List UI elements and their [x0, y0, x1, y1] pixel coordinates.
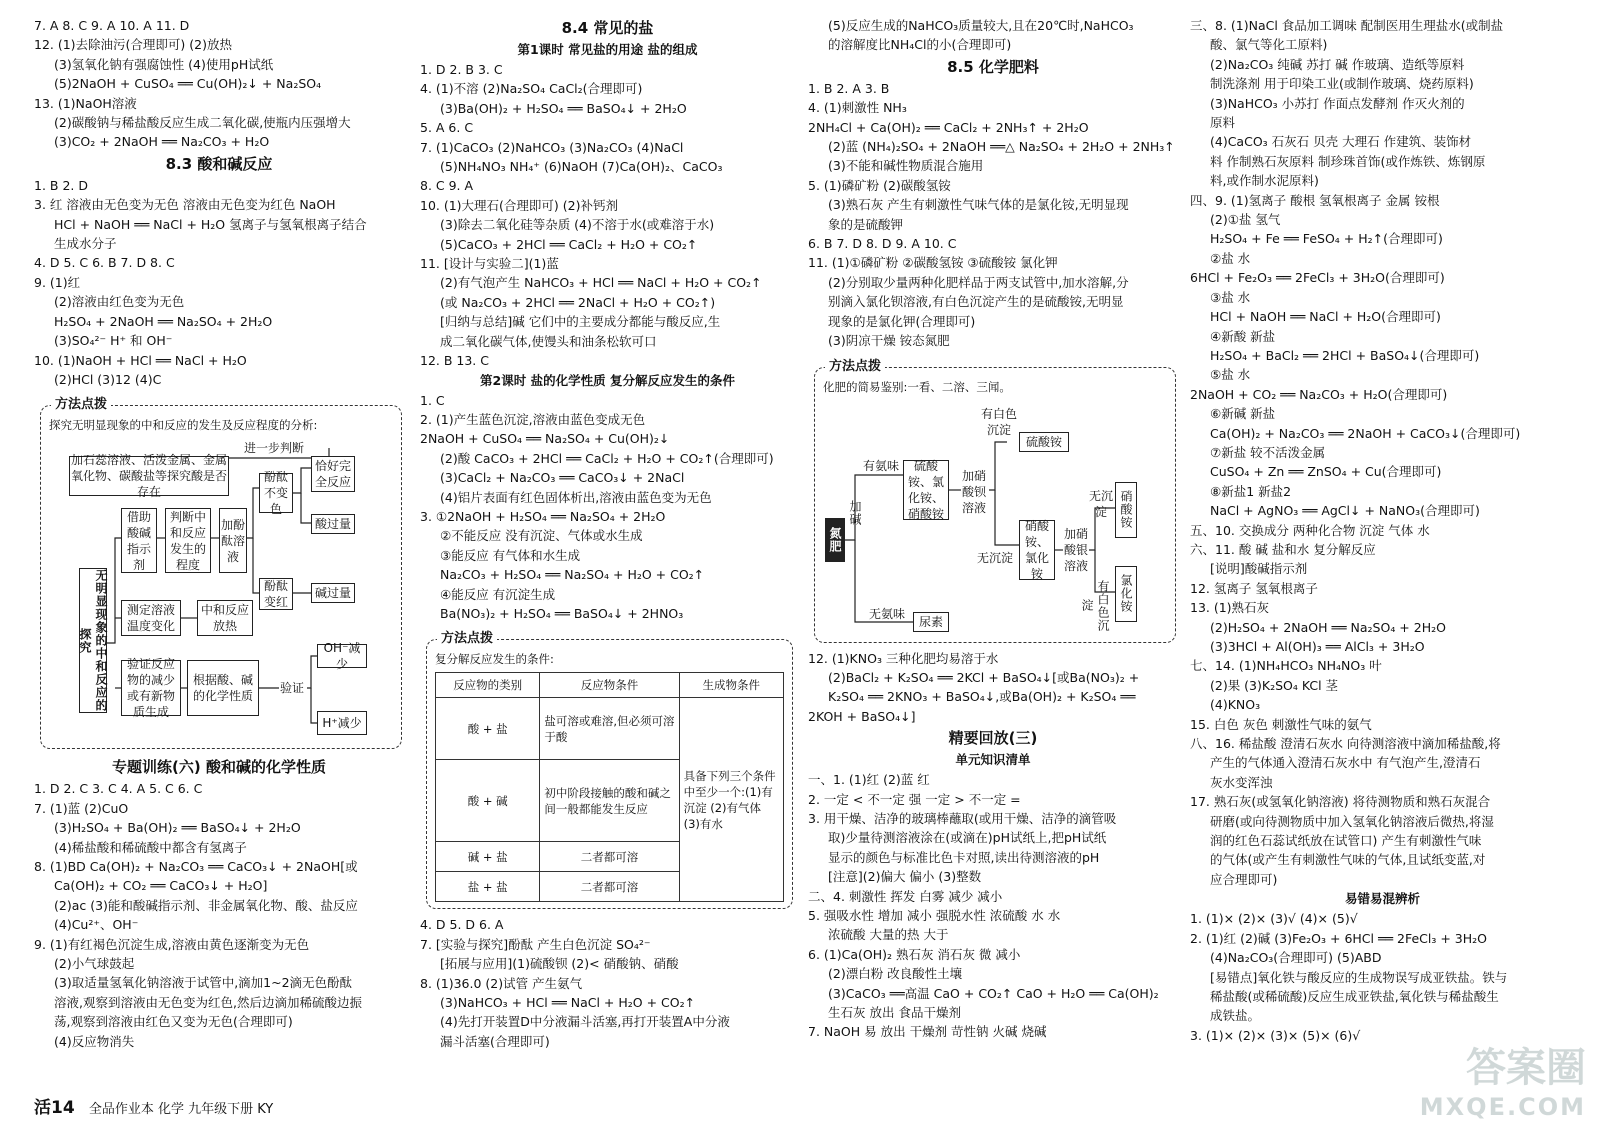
answer-line: (4)稀盐酸和稀硫酸中都含有氢离子	[54, 839, 247, 855]
book-info: 全品作业本 化学 九年级下册 KY	[88, 1102, 274, 1117]
answer-line: ⑥新碱 新盐	[1210, 406, 1276, 422]
fertilizer-diagram	[823, 400, 1163, 636]
answer-line: ⑦新盐 较不活泼金属	[1210, 444, 1326, 460]
error-prone-title: 易错易混辨析	[1344, 891, 1420, 907]
answer-line: 5. A 6. C	[420, 120, 474, 136]
answer-line: 2NaOH + CuSO₄ ══ Na₂SO₄ + Cu(OH)₂↓	[420, 431, 670, 447]
method-tip-title: 方法点拨	[437, 630, 497, 648]
answer-line: 9. (1)有红褐色沉淀生成,溶液由黄色逐渐变为无色	[34, 936, 310, 952]
special-training-6-title: 专题训练(六) 酸和碱的化学性质	[112, 758, 326, 777]
answer-line: 1. (1)× (2)× (3)√ (4)× (5)√	[1190, 911, 1358, 927]
answer-line: 五、10. 交换成分 两种化合物 沉淀 气体 水	[1190, 522, 1430, 538]
answer-line: 漏斗活塞(合理即可)	[440, 1033, 550, 1049]
answer-line: ②不能反应 没有沉淀、气体或水生成	[440, 528, 643, 544]
answer-line: 6. B 7. D 8. D 9. A 10. C	[808, 236, 957, 252]
answer-line: ④能反应 有沉淀生成	[440, 586, 556, 602]
answer-line: (4)Na₂CO₃(合理即可) (5)ABD	[1210, 950, 1382, 966]
answer-line: H₂SO₄ + BaCl₂ ══ 2HCl + BaSO₄↓(合理即可)	[1210, 347, 1480, 363]
answer-line: (5)CaCO₃ + 2HCl ══ CaCl₂ + H₂O + CO₂↑	[440, 236, 698, 252]
answer-line: 酸、氯气等化工原料)	[1210, 37, 1328, 53]
answer-line: 10. (1)NaOH + HCl ══ NaCl + H₂O	[34, 352, 247, 368]
answer-line: 生成水分子	[54, 236, 117, 252]
answer-line: (4)Cu²⁺、OH⁻	[54, 917, 139, 933]
answer-line: ②盐 水	[1210, 250, 1251, 266]
answer-line: 10. (1)大理石(合理即可) (2)补钙剂	[420, 197, 618, 213]
table-cell: 二者都可溶	[540, 872, 679, 902]
answer-line: 象的是硫酸钾	[828, 216, 904, 232]
column-4	[1190, 16, 1575, 1045]
answer-line: (3)CaCO₃ ══高温 CaO + CO₂↑ CaO + H₂O ══ Ca(OH)₂	[828, 985, 1159, 1001]
answer-line: (3)不能和碱性物质混合施用	[828, 158, 984, 174]
answer-line: (3)NaHCO₃ 小苏打 作面点发酵剂 作灭火剂的	[1210, 95, 1465, 111]
method-tip-title: 方法点拨	[51, 396, 111, 414]
answer-line: 12. (1)KNO₃ 三种化肥均易溶于水	[808, 650, 999, 666]
special-training-6-answers	[34, 779, 404, 1051]
answer-line: 2. (1)产生蓝色沉淀,溶液由蓝色变成无色	[420, 411, 646, 427]
answer-line: 1. D 2. C 3. C 4. A 5. C 6. C	[34, 781, 203, 797]
answer-line: (3)Ba(OH)₂ + H₂SO₄ ══ BaSO₄↓ + 2H₂O	[440, 100, 687, 116]
answer-line: 3. 红 溶液由无色变为无色 溶液由无色变为红色 NaOH	[34, 197, 336, 213]
answer-line: 成铁盐。	[1210, 1008, 1261, 1024]
by-chemical-property-node: 根据酸、碱的化学性质	[187, 660, 259, 716]
answer-line: 的溶解度比NH₄Cl的小(合理即可)	[828, 37, 1012, 53]
answer-line: [拓展与应用](1)硫酸钡 (2)< 硝酸钠、硝酸	[440, 956, 679, 972]
add-base-label: 加碱	[848, 499, 862, 526]
answer-line: (2)小气球鼓起	[54, 955, 135, 971]
answer-line: 2NaOH + CO₂ ══ Na₂CO₃ + H₂O(合理即可)	[1190, 386, 1448, 402]
answer-line: (2)漂白粉 改良酸性土壤	[828, 966, 963, 982]
answer-line: 2NH₄Cl + Ca(OH)₂ ══ CaCl₂ + 2NH₃↑ + 2H₂O	[808, 119, 1089, 135]
answer-line: 5. 强吸水性 增加 减小 强脱水性 浓硫酸 水 水	[808, 907, 1061, 923]
answer-line: (4)CaCO₃ 石灰石 贝壳 大理石 作建筑、装饰材	[1210, 134, 1472, 150]
answer-line: 11. (1)①磷矿粉 ②碳酸氢铵 ③硫酸铵 氯化钾	[808, 255, 1058, 271]
table-cell: 碱 + 盐	[436, 842, 540, 872]
answer-line: ③能反应 有气体和水生成	[440, 547, 581, 563]
answer-line: (2)溶液由红色变为无色	[54, 294, 185, 310]
answer-line: [易错点]氧化铁与酸反应的生成物误写成亚铁盐。铁与	[1210, 969, 1508, 985]
table-header: 生成物条件	[679, 673, 783, 698]
answer-line: Na₂CO₃ + H₂SO₄ ══ Na₂SO₄ + H₂O + CO₂↑	[440, 567, 705, 583]
ammonium-sulfate-node: 硫酸铵	[1019, 432, 1069, 452]
answer-line: 料 作制熟石灰原料 制珍珠首饰(或作炼铁、炼钢原	[1210, 153, 1486, 169]
answer-line: 八、16. 稀盐酸 澄清石灰水 向待测溶液中滴加稀盐酸,将	[1190, 736, 1501, 752]
diagram-root-node: 无明显现象的中和反应的探究	[78, 569, 108, 713]
answer-line: 4. D 5. C 6. B 7. D 8. C	[34, 255, 175, 271]
answer-line: 6. (1)Ca(OH)₂ 熟石灰 消石灰 微 减小	[808, 946, 1021, 962]
no-ammonia-label: 无氨味	[868, 606, 905, 621]
answer-line: [归纳与总结]碱 它们中的主要成分都能与酸反应,生	[440, 314, 721, 330]
answer-line: (2)HCl (3)12 (4)C	[54, 371, 162, 387]
no-precipitate-2-label: 无沉淀	[1088, 488, 1113, 519]
answer-line: 13. (1)熟石灰	[1190, 600, 1270, 616]
answer-line: 料,或作制水泥原料)	[1210, 173, 1319, 189]
answer-line: 原料	[1210, 115, 1236, 131]
answer-line: 浓硫酸 大量的热 大于	[828, 927, 949, 943]
answer-line: (2)ac (3)能和酸碱指示剂、非金属氧化物、酸、盐反应	[54, 897, 358, 913]
answer-line: (2)Na₂CO₃ 纯碱 苏打 碱 作玻璃、造纸等原料	[1210, 56, 1465, 72]
further-judge-note: 进一步判断	[243, 441, 304, 456]
answer-line: 1. B 2. D	[34, 177, 88, 193]
method-tip-intro: 化肥的简易鉴别:一看、二溶、三闻。	[823, 379, 1011, 394]
answer-line: 1. C	[420, 392, 445, 408]
answer-line: (2)①盐 氢气	[1210, 212, 1281, 228]
unit-knowledge-answers	[808, 770, 1178, 1042]
answer-line: 3. (1)× (2)× (3)× (5)× (6)√	[1190, 1027, 1361, 1043]
answer-line: (2)蓝 (NH₄)₂SO₄ + 2NaOH ══△ Na₂SO₄ + 2H₂O + 2NH₃↑	[828, 139, 1175, 155]
answer-line: (3)NaHCO₃ + HCl ══ NaCl + H₂O + CO₂↑	[440, 995, 696, 1010]
answer-line: NaCl + AgNO₃ ══ AgCl↓ + NaNO₃(合理即可)	[1210, 503, 1480, 519]
verify-label: 验证	[279, 681, 304, 696]
page-number: 活14	[34, 1098, 75, 1118]
lesson-2-more-answers	[420, 915, 795, 1051]
answer-line: (4)反应物消失	[54, 1033, 135, 1049]
lesson-1-answers	[420, 60, 795, 371]
answer-line: (4)铝片表面有红色固体析出,溶液由蓝色变为无色	[440, 489, 712, 505]
answer-line: 4. D 5. D 6. A	[420, 917, 504, 933]
answer-line: 8. (1)BD Ca(OH)₂ + Na₂CO₃ ══ CaCO₃↓ + 2NaOH[或	[34, 858, 358, 874]
indicator-node: 借助酸碱指示剂	[121, 508, 157, 573]
answer-line: (5)反应生成的NaHCO₃质量较大,且在20℃时,NaHCO₃	[828, 18, 1134, 33]
answer-line: (或 Na₂CO₃ + 2HCl ══ 2NaCl + H₂O + CO₂↑)	[440, 294, 716, 310]
answer-line: 12. (1)去除油污(合理即可) (2)放热	[34, 37, 232, 53]
acid-test-box: 加石蕊溶液、活泼金属、金属氧化物、碳酸盐等探究酸是否存在	[70, 453, 227, 500]
answer-line: HCl + NaOH ══ NaCl + H₂O 氢离子与氢氧根离子结合	[54, 216, 367, 232]
product-condition-cell: 具备下列三个条件中至少一个:(1)有沉淀 (2)有气体 (3)有水	[679, 698, 783, 902]
unit-knowledge-continued	[1190, 16, 1575, 889]
reaction-condition-table	[435, 672, 784, 902]
answer-line: 溶液,观察到溶液由无色变为红色,然后边滴加稀硫酸边振	[54, 994, 362, 1010]
answer-line: (3)3HCl + Al(OH)₃ ══ AlCl₃ + 3H₂O	[1210, 639, 1425, 654]
answer-line: 3. ①2NaOH + H₂SO₄ ══ Na₂SO₄ + 2H₂O	[420, 508, 666, 524]
answer-line: Ba(NO₃)₂ + H₂SO₄ ══ BaSO₄↓ + 2HNO₃	[440, 605, 684, 621]
h-decrease-node: H⁺减少	[317, 711, 367, 735]
answer-line: 灰水变浑浊	[1210, 774, 1273, 790]
column-3	[808, 16, 1178, 1042]
section-title-8-5: 8.5 化学肥料	[947, 57, 1039, 76]
answer-line: [说明]酸碱指示剂	[1210, 561, 1308, 577]
section-8-5-answers	[808, 79, 1178, 351]
answer-line: 应合理即可)	[1210, 871, 1278, 887]
method-tip-box-double-decomposition	[426, 631, 793, 909]
acid-excess-node: 酸过量	[311, 514, 355, 534]
measure-temp-node: 测定溶液温度变化	[121, 600, 181, 636]
answer-line: HCl + NaOH ══ NaCl + H₂O(合理即可)	[1210, 309, 1441, 325]
answer-line: 产生的气体通入澄清石灰水中 有气泡产生,澄清石	[1210, 755, 1481, 771]
table-header: 反应物条件	[540, 673, 679, 698]
answer-line: (3)CO₂ + 2NaOH ══ Na₂CO₃ + H₂O	[54, 134, 270, 150]
answer-line: 1. B 2. A 3. B	[808, 80, 890, 96]
answer-line: 15. 白色 灰色 刺激性气味的氨气	[1190, 716, 1372, 732]
white-precipitate-2-label: 有白色沉淀	[1080, 579, 1110, 632]
ammonium-chloride-node: 氯化铵	[1115, 566, 1137, 622]
answer-line: 稀盐酸(或稀硫酸)反应生成亚铁盐,氧化铁与稀盐酸生	[1210, 988, 1499, 1004]
answer-line: (2)H₂SO₄ + 2NaOH ══ Na₂SO₄ + 2H₂O	[1210, 619, 1446, 635]
answer-line: (3)除去二氧化硅等杂质 (4)不溶于水(或难溶于水)	[440, 217, 715, 233]
answer-line: 二、4. 刺激性 挥发 白雾 减少 减小	[808, 888, 1003, 904]
table-row	[436, 698, 784, 760]
table-cell: 初中阶段接触的酸和碱之间一般都能发生反应	[540, 760, 679, 842]
answer-line: 7. A 8. C 9. A 10. A 11. D	[34, 18, 190, 33]
review-title: 精要回放(三)	[948, 729, 1038, 748]
answer-line: 9. (1)红	[34, 274, 81, 290]
unit-knowledge-title: 单元知识清单	[955, 752, 1031, 768]
answer-line: 2KOH + BaSO₄↓]	[808, 708, 916, 724]
table-cell: 盐可溶或难溶,但必须可溶于酸	[540, 698, 679, 760]
answer-line: 3. 用干燥、洁净的玻璃棒蘸取(或用干燥、洁净的滴管吸	[808, 810, 1117, 826]
add-silver-nitrate-label: 加硝酸银溶液	[1063, 526, 1088, 573]
answer-line: 7. (1)CaCO₃ (2)NaHCO₃ (3)Na₂CO₃ (4)NaCl	[420, 139, 684, 155]
lesson-2-title: 第2课时 盐的化学性质 复分解反应发生的条件	[480, 372, 735, 388]
base-excess-node: 碱过量	[311, 583, 355, 603]
answer-line: 7. [实验与探究]酚酞 产生白色沉淀 SO₄²⁻	[420, 936, 651, 952]
answer-line: (3)取适量氢氧化钠溶液于试管中,滴加1~2滴无色酚酞	[54, 975, 353, 991]
add-phenolphthalein-node: 加酚酞溶液	[219, 508, 247, 573]
table-cell: 酸 + 盐	[436, 698, 540, 760]
white-precipitate-label: 有白色沉淀	[980, 406, 1017, 437]
table-cell: 酸 + 碱	[436, 760, 540, 842]
answer-line: (3)H₂SO₄ + Ba(OH)₂ ══ BaSO₄↓ + 2H₂O	[54, 820, 301, 836]
section-title-8-4: 8.4 常见的盐	[561, 19, 654, 37]
answer-line: (2)碳酸钠与稀盐酸反应生成二氧化碳,使瓶内压强增大	[54, 115, 351, 131]
answer-line: 的气体(或产生有刺激性气味的气体,且试纸变蓝,对	[1210, 852, 1486, 868]
method-tip-title: 方法点拨	[825, 358, 885, 376]
answer-line: H₂SO₄ + 2NaOH ══ Na₂SO₄ + 2H₂O	[54, 313, 273, 329]
answer-line: 17. 熟石灰(或氢氧化钠溶液) 将待测物质和熟石灰混合	[1190, 794, 1491, 810]
verify-reactants-node: 验证反应物的减少或有新物质生成	[121, 660, 181, 716]
answer-line: 11. [设计与实验二](1)蓝	[420, 256, 559, 272]
answer-line: 三、8. (1)NaCl 食品加工调味 配制医用生理盐水(或制盐	[1190, 18, 1504, 33]
group2-node: 硝酸铵、氯化铵	[1019, 520, 1055, 580]
section-title-8-3: 8.3 酸和碱反应	[165, 154, 273, 173]
answer-line: K₂SO₄ ══ 2KNO₃ + BaSO₄↓,或Ba(OH)₂ + K₂SO₄ ══	[828, 689, 1136, 705]
table-header-row	[436, 673, 784, 698]
lesson-1-title: 第1课时 常见盐的用途 盐的组成	[517, 42, 698, 57]
answer-line: ⑧新盐1 新盐2	[1210, 483, 1292, 499]
answer-line: (2)有气泡产生 NaHCO₃ + HCl ══ NaCl + H₂O + CO₂↑	[440, 275, 762, 291]
table-cell: 盐 + 盐	[436, 872, 540, 902]
judge-degree-node: 判断中和反应发生的程度	[165, 508, 211, 573]
watermark-logo	[1420, 1036, 1586, 1121]
answer-line: ③盐 水	[1210, 289, 1251, 305]
answer-line: 取)少量待测溶液涂在(或滴在)pH试纸上,把pH试纸	[828, 830, 1107, 846]
nitrogen-fertilizer-root: 氮肥	[825, 518, 845, 562]
answer-line: (3)SO₄²⁻ H⁺ 和 OH⁻	[54, 333, 173, 349]
answer-line: 12. B 13. C	[420, 353, 489, 369]
answer-line: 荡,观察到溶液由红色又变为无色(合理即可)	[54, 1014, 293, 1030]
page-footer	[34, 1098, 273, 1120]
no-precipitate-label: 无沉淀	[976, 550, 1013, 565]
answer-line: (3)CaCl₂ + Na₂CO₃ ══ CaCO₃↓ + 2NaCl	[440, 470, 685, 486]
ammonium-nitrate-node: 硝酸铵	[1115, 482, 1137, 538]
answer-line: [注意](2)偏大 偏小 (3)整数	[828, 869, 982, 885]
answer-line: (5)2NaOH + CuSO₄ ══ Cu(OH)₂↓ + Na₂SO₄	[54, 76, 322, 92]
answer-line: 1. D 2. B 3. C	[420, 62, 503, 77]
answer-line: 研磨(或向待测物质中加入氢氧化钠溶液后微热,将湿	[1210, 813, 1494, 829]
answer-line: 12. 氢离子 氢氧根离子	[1190, 580, 1318, 596]
answer-line: CuSO₄ + Zn ══ ZnSO₄ + Cu(合理即可)	[1210, 464, 1442, 480]
answer-line: (4)先打开装置D中分液漏斗活塞,再打开装置A中分液	[440, 1014, 730, 1030]
table-header: 反应物的类别	[436, 673, 540, 698]
answer-line: (4)KNO₃	[1210, 697, 1261, 713]
answer-line: (2)果 (3)K₂SO₄ KCl 茎	[1210, 677, 1339, 693]
answer-line: (3)熟石灰 产生有刺激性气味气体的是氯化铵,无明显现	[828, 197, 1129, 213]
group1-node: 硫酸铵、氯化铵、硝酸铵	[903, 460, 949, 520]
turns-red-node: 酚酞变红	[259, 578, 293, 610]
answer-line: 四、9. (1)氢离子 酸根 氢氧根离子 金属 铵根	[1190, 192, 1440, 208]
answer-line: 成二氧化碳气体,使馒头和油条松软可口	[440, 333, 657, 349]
answer-line: (2)BaCl₂ + K₂SO₄ ══ 2KCl + BaSO₄↓[或Ba(NO₃)₂ +	[828, 669, 1140, 685]
answer-line: H₂SO₄ + Fe ══ FeSO₄ + H₂↑(合理即可)	[1210, 231, 1443, 247]
answer-line: 七、14. (1)NH₄HCO₃ NH₄NO₃ 叶	[1190, 658, 1382, 674]
add-barium-nitrate-label: 加硝酸钡溶液	[961, 468, 986, 515]
answer-line: (2)酸 CaCO₃ + 2HCl ══ CaCl₂ + H₂O + CO₂↑(合理即可)	[440, 450, 774, 466]
answer-line: Ca(OH)₂ + Na₂CO₃ ══ 2NaOH + CaCO₃↓(合理即可)	[1210, 425, 1521, 441]
answer-line: (3)氢氧化钠有强腐蚀性 (4)使用pH试纸	[54, 56, 274, 72]
answer-line: 润的红色石蕊试纸放在试管口) 产生有刺激性气味	[1210, 833, 1482, 849]
answer-line: (5)NH₄NO₃ NH₄⁺ (6)NaOH (7)Ca(OH)₂、CaCO₃	[440, 159, 723, 175]
answer-line: 一、1. (1)红 (2)蓝 红	[808, 772, 930, 788]
section-8-5-more-answers	[808, 649, 1178, 727]
method-tip-intro: 探究无明显现象的中和反应的发生及反应程度的分析:	[49, 418, 318, 433]
answer-line: (2)分别取少量两种化肥样品于两支试管中,加水溶解,分	[828, 274, 1129, 290]
neutralization-diagram	[49, 438, 389, 738]
table-cell: 二者都可溶	[540, 842, 679, 872]
watermark-text: 答案圈	[1466, 1044, 1586, 1091]
answer-line: 显示的颜色与标准比色卡对照,读出待测溶液的pH	[828, 849, 1100, 865]
answer-line: 4. (1)不溶 (2)Na₂SO₄ CaCl₂(合理即可)	[420, 81, 643, 97]
answer-line: 8. C 9. A	[420, 178, 474, 194]
answer-line: 别滴入氯化钡溶液,有白色沉淀产生的是硫酸铵,无明显	[828, 294, 1124, 310]
method-tip-box-neutralization	[40, 397, 402, 749]
ammonia-smell-label: 有氨味	[862, 458, 899, 473]
section-8-3-answers	[34, 176, 404, 389]
answer-line: ⑤盐 水	[1210, 367, 1251, 383]
answer-line: 7. NaOH 易 放出 干燥剂 苛性钠 火碱 烧碱	[808, 1024, 1047, 1040]
answer-line: 8. (1)36.0 (2)试管 产生氨气	[420, 975, 583, 991]
answer-line: 生石灰 放出 食品干燥剂	[828, 1005, 961, 1020]
answer-line: 6HCl + Fe₂O₃ ══ 2FeCl₃ + 3H₂O(合理即可)	[1190, 270, 1445, 286]
column-1	[34, 16, 404, 1051]
answer-line: 现象的是氯化钾(合理即可)	[828, 313, 976, 329]
answer-line: 13. (1)NaOH溶液	[34, 95, 137, 111]
exact-reaction-node: 恰好完全反应	[311, 456, 355, 492]
answer-line: 4. (1)刺激性 NH₃	[808, 100, 907, 116]
urea-node: 尿素	[913, 612, 949, 632]
column-2	[420, 16, 795, 1051]
answer-line: 2. 一定 < 不一定 强 一定 > 不一定 =	[808, 791, 1021, 807]
answer-line: 制洗涤剂 用于印染工业(或制作玻璃、烧药原料)	[1210, 76, 1474, 92]
answer-line: (3)阴凉干燥 铵态氮肥	[828, 333, 950, 349]
answer-line: 2. (1)红 (2)碱 (3)Fe₂O₃ + 6HCl ══ 2FeCl₃ + 3H₂O	[1190, 930, 1487, 946]
method-tip-box-fertilizer	[814, 358, 1176, 643]
section-8-2-answers	[34, 16, 404, 152]
section-8-4-continued	[808, 16, 1178, 55]
no-color-change-node: 酚酞不变色	[259, 473, 293, 513]
watermark-url: MXQE.COM	[1419, 1093, 1586, 1121]
oh-decrease-node: OH⁻减少	[317, 644, 367, 668]
answer-line: ④新酸 新盐	[1210, 328, 1276, 344]
error-prone-answers	[1190, 909, 1575, 1045]
method-tip-intro: 复分解反应发生的条件:	[435, 652, 554, 667]
lesson-2-answers	[420, 391, 795, 624]
answer-line: 7. (1)蓝 (2)CuO	[34, 800, 129, 816]
neutralization-exothermic-node: 中和反应放热	[197, 600, 253, 636]
answer-line: 六、11. 酸 碱 盐和水 复分解反应	[1190, 541, 1376, 557]
answer-line: 5. (1)磷矿粉 (2)碳酸氢铵	[808, 177, 951, 193]
answer-line: Ca(OH)₂ + CO₂ ══ CaCO₃↓ + H₂O]	[54, 878, 268, 894]
